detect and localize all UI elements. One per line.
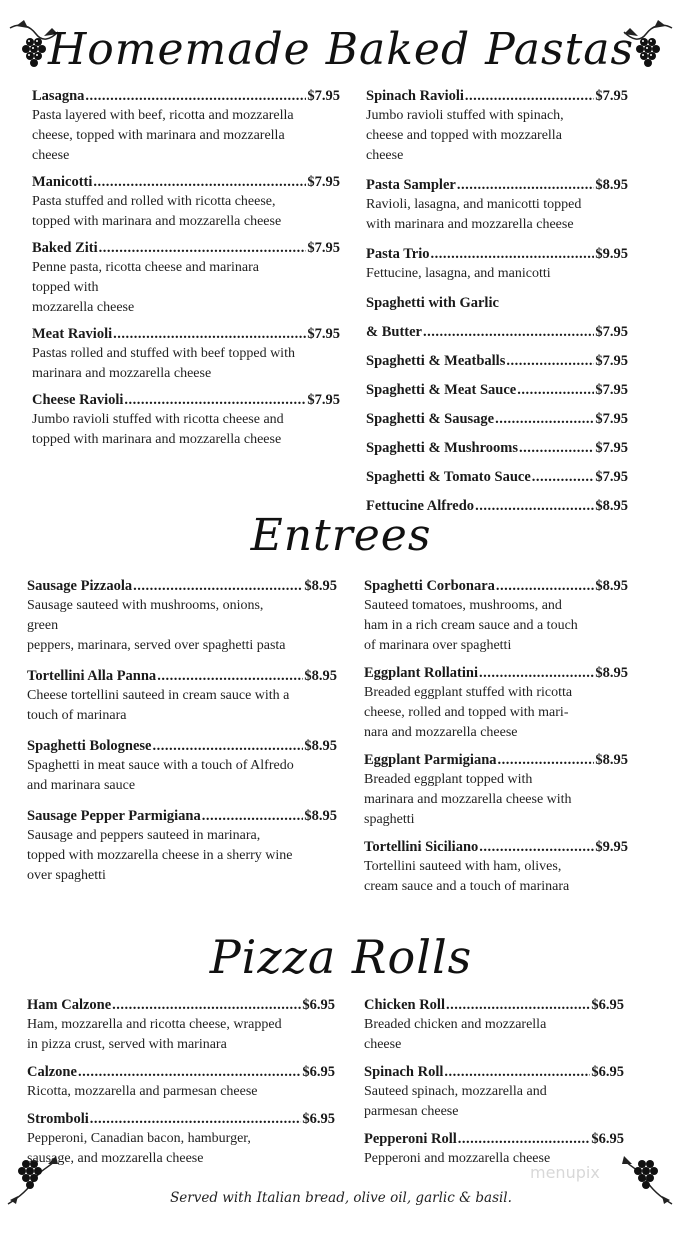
leader-dots bbox=[519, 438, 594, 458]
menu-item-price: $8.95 bbox=[595, 578, 628, 594]
leader-dots bbox=[506, 351, 594, 371]
menu-item-description: over spaghetti bbox=[27, 868, 106, 883]
menu-item-name: Spaghetti & Meat Sauce bbox=[366, 382, 517, 398]
menu-item-name: Spaghetti Bolognese bbox=[27, 738, 152, 754]
leader-dots bbox=[444, 1062, 590, 1082]
menu-item-description: cheese, rolled and topped with mari- bbox=[364, 705, 569, 720]
menu-item bbox=[364, 995, 624, 1055]
pizza-rolls-left-column bbox=[27, 995, 335, 1178]
menu-item-description: topped with mozzarella cheese in a sherry wine bbox=[27, 848, 293, 863]
menu-item-name: Spinach Ravioli bbox=[366, 88, 464, 104]
leader-dots bbox=[465, 86, 594, 106]
menu-item bbox=[366, 438, 628, 458]
menu-item-price: $7.95 bbox=[595, 324, 628, 340]
menu-item-name: Tortellini Siciliano bbox=[364, 839, 479, 855]
pizza-rolls-right-column bbox=[364, 995, 624, 1178]
menu-item-description: Breaded chicken and mozzarella bbox=[364, 1017, 547, 1032]
menu-item-description: Jumbo ravioli stuffed with spinach, bbox=[366, 108, 564, 123]
menu-item-description: cream sauce and a touch of marinara bbox=[364, 879, 570, 894]
menu-item-description: Ricotta, mozzarella and parmesan cheese bbox=[27, 1084, 258, 1099]
menu-item-name: Sausage Pepper Parmigiana bbox=[27, 808, 201, 824]
menu-item-description: cheese bbox=[32, 148, 70, 163]
menu-item-price: $8.95 bbox=[595, 177, 628, 193]
menu-item bbox=[364, 576, 628, 656]
menu-item-description: cheese bbox=[364, 1037, 402, 1052]
leader-dots bbox=[78, 1062, 301, 1082]
leader-dots bbox=[133, 576, 303, 596]
menu-item-name: Eggplant Parmigiana bbox=[364, 752, 497, 768]
menu-item-description: Spaghetti in meat sauce with a touch of Alfredo bbox=[27, 758, 294, 773]
menu-item-description: spaghetti bbox=[364, 812, 415, 827]
menu-item-price: $7.95 bbox=[307, 326, 340, 342]
menu-item bbox=[27, 995, 335, 1055]
menu-item bbox=[366, 380, 628, 400]
menu-item-name: Pepperoni Roll bbox=[364, 1131, 457, 1147]
menu-item-name: Calzone bbox=[27, 1064, 77, 1080]
menu-item-name: & Butter bbox=[366, 324, 422, 340]
menu-item-description: Sausage and peppers sauteed in marinara, bbox=[27, 828, 261, 843]
menu-item-description: Sauteed spinach, mozzarella and bbox=[364, 1084, 547, 1099]
menu-item-name: Pasta Sampler bbox=[366, 177, 456, 193]
menu-item-price: $7.95 bbox=[595, 440, 628, 456]
menu-item-description: marinara and mozzarella cheese with bbox=[364, 792, 572, 807]
menu-item-description: Pastas rolled and stuffed with beef topped with bbox=[32, 346, 295, 361]
menu-item-price: $7.95 bbox=[307, 88, 340, 104]
menu-item bbox=[27, 806, 337, 886]
menu-item-description: cheese and topped with mozzarella bbox=[366, 128, 562, 143]
leader-dots bbox=[157, 666, 303, 686]
menu-item bbox=[364, 750, 628, 830]
menu-item bbox=[27, 1109, 335, 1169]
leader-dots bbox=[85, 86, 306, 106]
leader-dots bbox=[532, 467, 595, 487]
menu-item bbox=[366, 467, 628, 487]
menu-item bbox=[32, 238, 340, 318]
leader-dots bbox=[99, 238, 307, 258]
menu-item-description: Pasta stuffed and rolled with ricotta cheese, bbox=[32, 194, 276, 209]
menu-item-name: Meat Ravioli bbox=[32, 326, 113, 342]
leader-dots bbox=[479, 663, 594, 683]
menu-item bbox=[366, 86, 628, 166]
entrees-right-column bbox=[364, 576, 628, 906]
menu-item-description: green bbox=[27, 618, 59, 633]
leader-dots bbox=[202, 806, 304, 826]
menu-item-description: marinara and mozzarella cheese bbox=[32, 366, 212, 381]
menu-item-name: Baked Ziti bbox=[32, 240, 98, 256]
entrees-left-column bbox=[27, 576, 337, 895]
menu-item-price: $7.95 bbox=[595, 382, 628, 398]
menu-item-price: $7.95 bbox=[307, 240, 340, 256]
menu-item-name: Tortellini Alla Panna bbox=[27, 668, 157, 684]
menu-item-name: Manicotti bbox=[32, 174, 93, 190]
menu-item-price: $6.95 bbox=[591, 1131, 624, 1147]
leader-dots bbox=[496, 576, 594, 596]
menu-item bbox=[364, 837, 628, 897]
menu-item-name: Ham Calzone bbox=[27, 997, 112, 1013]
menu-item-price: $6.95 bbox=[302, 997, 335, 1013]
leader-dots bbox=[479, 837, 594, 857]
menu-item-description: Pasta layered with beef, ricotta and mozzarella bbox=[32, 108, 294, 123]
menu-item-price: $8.95 bbox=[304, 808, 337, 824]
leader-dots bbox=[152, 736, 303, 756]
menu-item-description: Pepperoni, Canadian bacon, hamburger, bbox=[27, 1131, 251, 1146]
section-title-entrees: Entrees bbox=[250, 510, 432, 561]
menu-item-price: $7.95 bbox=[307, 174, 340, 190]
leader-dots bbox=[93, 172, 306, 192]
menu-item bbox=[32, 86, 340, 166]
leader-dots bbox=[457, 175, 595, 195]
menu-item-description: Tortellini sauteed with ham, olives, bbox=[364, 859, 562, 874]
menu-item bbox=[364, 1062, 624, 1122]
leader-dots bbox=[498, 750, 595, 770]
menu-item-description: Fettucine, lasagna, and manicotti bbox=[366, 266, 551, 281]
menu-item bbox=[366, 175, 628, 235]
leader-dots bbox=[431, 244, 595, 264]
menu-item-name: Pasta Trio bbox=[366, 246, 430, 262]
menu-item-description: mozzarella cheese bbox=[32, 300, 135, 315]
leader-dots bbox=[113, 324, 306, 344]
menu-item bbox=[27, 576, 337, 656]
leader-dots bbox=[112, 995, 301, 1015]
leader-dots bbox=[446, 995, 590, 1015]
menu-item-description: topped with marinara and mozzarella cheese bbox=[32, 214, 282, 229]
menu-item-price: $7.95 bbox=[595, 88, 628, 104]
menu-item-description: with marinara and mozzarella cheese bbox=[366, 217, 574, 232]
menu-item-price: $9.95 bbox=[595, 839, 628, 855]
menu-item-name: Spaghetti & Tomato Sauce bbox=[366, 469, 531, 485]
menu-item-description: Sauteed tomatoes, mushrooms, and bbox=[364, 598, 562, 613]
menu-item-name: Cheese Ravioli bbox=[32, 392, 124, 408]
menu-item-description: Ham, mozzarella and ricotta cheese, wrapped bbox=[27, 1017, 282, 1032]
menu-item-price: $7.95 bbox=[595, 353, 628, 369]
menu-item bbox=[366, 244, 628, 284]
menu-item-description: Breaded eggplant stuffed with ricotta bbox=[364, 685, 573, 700]
menu-item-description: Penne pasta, ricotta cheese and marinara bbox=[32, 260, 260, 275]
menu-item-description: nara and mozzarella cheese bbox=[364, 725, 518, 740]
leader-dots bbox=[90, 1109, 302, 1129]
menu-item-price: $6.95 bbox=[302, 1111, 335, 1127]
menu-item-description: ham in a rich cream sauce and a touch bbox=[364, 618, 578, 633]
menu-item-description: cheese bbox=[366, 148, 404, 163]
menu-item-description: Ravioli, lasagna, and manicotti topped bbox=[366, 197, 582, 212]
menu-item-price: $7.95 bbox=[307, 392, 340, 408]
leader-dots bbox=[423, 322, 594, 342]
watermark: menupix bbox=[530, 1163, 600, 1182]
menu-item-name: Spaghetti with Garlic bbox=[366, 295, 499, 311]
menu-item-name: Fettucine Alfredo bbox=[366, 498, 475, 514]
menu-item bbox=[366, 322, 628, 342]
menu-item-price: $8.95 bbox=[595, 498, 628, 514]
menu-item-name: Spaghetti Corbonara bbox=[364, 578, 495, 594]
footer-note: Served with Italian bread, olive oil, garlic & basil. bbox=[170, 1190, 512, 1206]
menu-item-description: touch of marinara bbox=[27, 708, 127, 723]
menu-item bbox=[364, 663, 628, 743]
menu-item-price: $6.95 bbox=[591, 997, 624, 1013]
menu-item-description: of marinara over spaghetti bbox=[364, 638, 512, 653]
menu-item-description: topped with marinara and mozzarella cheese bbox=[32, 432, 282, 447]
menu-item-name: Spinach Roll bbox=[364, 1064, 444, 1080]
menu-item-description: topped with bbox=[32, 280, 99, 295]
menu-item-name: Sausage Pizzaola bbox=[27, 578, 133, 594]
menu-item-description: Sausage sauteed with mushrooms, onions, bbox=[27, 598, 264, 613]
menu-item-price: $8.95 bbox=[304, 738, 337, 754]
menu-item bbox=[32, 172, 340, 232]
menu-item-description: Pepperoni and mozzarella cheese bbox=[364, 1151, 551, 1166]
leader-dots bbox=[458, 1129, 591, 1149]
menu-item-price: $7.95 bbox=[595, 411, 628, 427]
menu-item bbox=[366, 409, 628, 429]
menu-item bbox=[27, 1062, 335, 1102]
menu-item-description: Jumbo ravioli stuffed with ricotta cheese and bbox=[32, 412, 284, 427]
menu-item bbox=[366, 351, 628, 371]
menu-item-description: cheese, topped with marinara and mozzarella bbox=[32, 128, 285, 143]
menu-item-description: Cheese tortellini sauteed in cream sauce with a bbox=[27, 688, 290, 703]
menu-item-price: $9.95 bbox=[595, 246, 628, 262]
menu-item-price: $8.95 bbox=[304, 578, 337, 594]
menu-item-price: $6.95 bbox=[591, 1064, 624, 1080]
menu-item bbox=[366, 293, 628, 313]
section-title-pizza-rolls: Pizza Rolls bbox=[209, 930, 473, 984]
section-title-pastas: Homemade Baked Pastas bbox=[47, 24, 635, 75]
menu-item-name: Spaghetti & Sausage bbox=[366, 411, 495, 427]
menu-item-name: Spaghetti & Meatballs bbox=[366, 353, 506, 369]
menu-item-name: Eggplant Rollatini bbox=[364, 665, 479, 681]
leader-dots bbox=[124, 390, 306, 410]
menu-item-name: Chicken Roll bbox=[364, 997, 445, 1013]
menu-item-price: $8.95 bbox=[595, 752, 628, 768]
menu-item-description: and marinara sauce bbox=[27, 778, 136, 793]
menu-item bbox=[27, 736, 337, 796]
menu-item-description: Breaded eggplant topped with bbox=[364, 772, 533, 787]
menu-item-name: Spaghetti & Mushrooms bbox=[366, 440, 518, 456]
leader-dots bbox=[495, 409, 594, 429]
menu-item-name: Lasagna bbox=[32, 88, 85, 104]
menu-item-description: peppers, marinara, served over spaghetti pasta bbox=[27, 638, 286, 653]
menu-item-name: Stromboli bbox=[27, 1111, 89, 1127]
menu-item-description: parmesan cheese bbox=[364, 1104, 459, 1119]
menu-item-price: $7.95 bbox=[595, 469, 628, 485]
pastas-right-column bbox=[366, 86, 628, 525]
pastas-left-column bbox=[32, 86, 340, 459]
menu-item-description: sausage, and mozzarella cheese bbox=[27, 1151, 204, 1166]
menu-item-price: $8.95 bbox=[304, 668, 337, 684]
menu-item-description: in pizza crust, served with marinara bbox=[27, 1037, 227, 1052]
leader-dots bbox=[517, 380, 594, 400]
menu-item-price: $6.95 bbox=[302, 1064, 335, 1080]
menu-item bbox=[27, 666, 337, 726]
menu-item-price: $8.95 bbox=[595, 665, 628, 681]
menu-item bbox=[32, 390, 340, 450]
menu-item bbox=[32, 324, 340, 384]
